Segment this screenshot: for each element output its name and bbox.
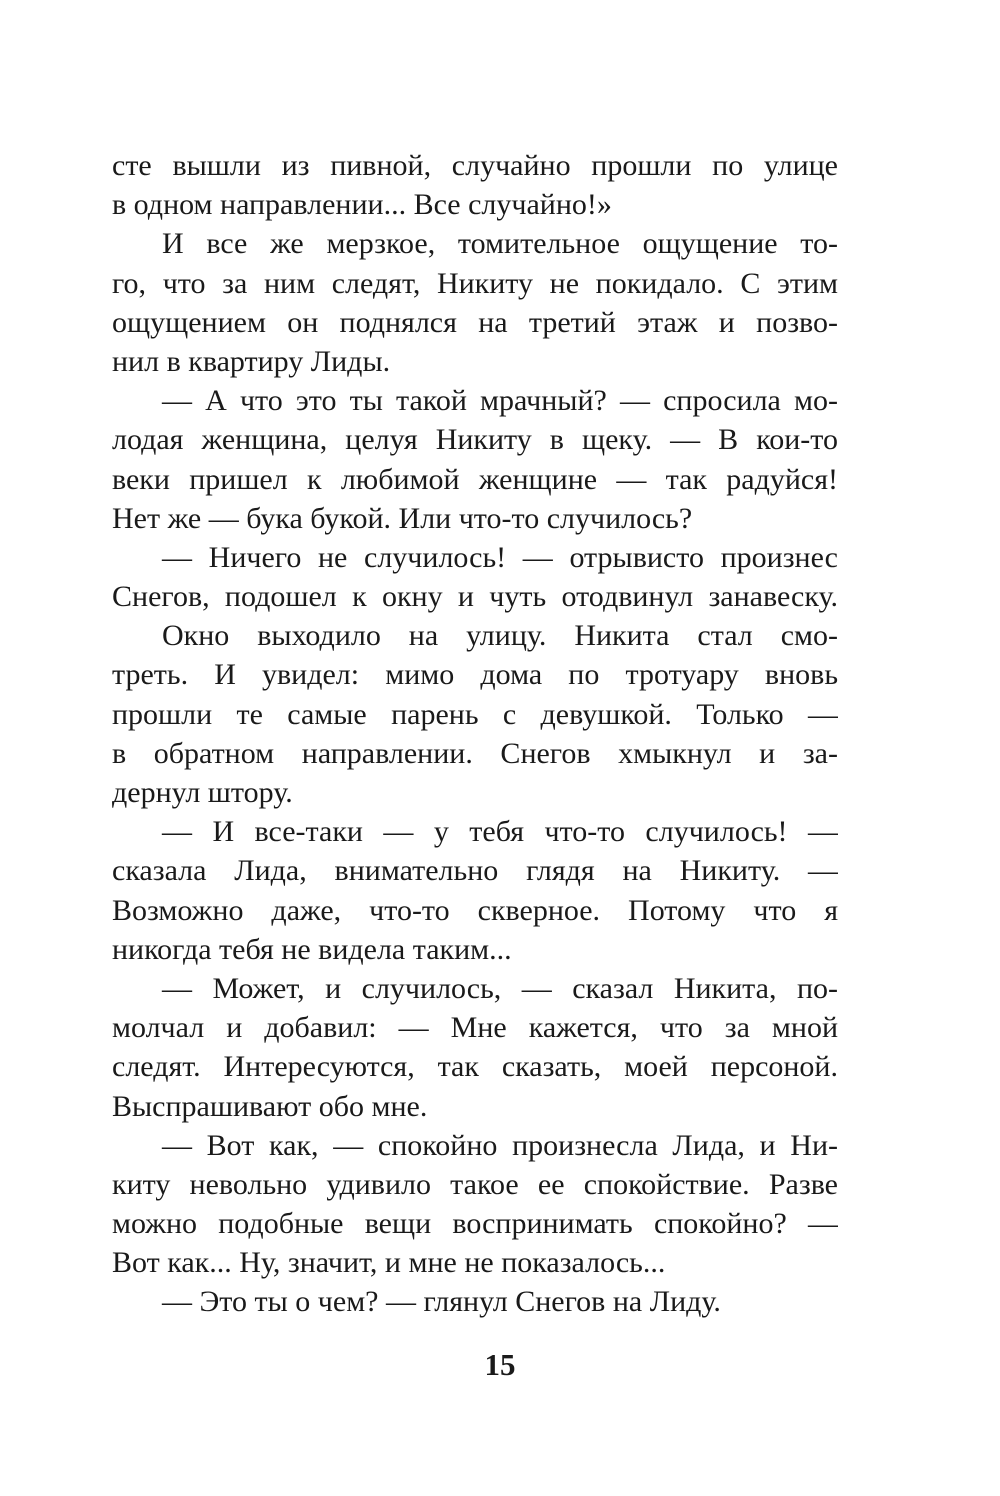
text-line: — И все-таки — у тебя что-то случилось! — [162, 815, 838, 849]
text-line: нил в квартиру Лиды. [112, 344, 391, 378]
text-line: дернул штору. [112, 776, 293, 809]
text-line: Возможно даже, что-то скверное. Потому что я [112, 893, 838, 927]
text-line: Окно выходило на улицу. Никита стал смо- [162, 619, 838, 653]
text-line: — Это ты о чем? — глянул Снегов на Лиду. [162, 1285, 721, 1319]
text-line: — Может, и случилось, — сказал Никита, по- [162, 971, 838, 1005]
text-line: сказала Лида, внимательно глядя на Никиту. — [112, 854, 838, 888]
text-line: — Ничего не случилось! — отрывисто произнес [162, 540, 838, 574]
text-line: никогда тебя не видела таким... [112, 932, 512, 966]
text-line: киту невольно удивило такое ее спокойствие. Разве [112, 1167, 838, 1201]
text-line: веки пришел к любимой женщине — так радуйся! [112, 462, 838, 496]
text-line: Снегов, подошел к окну и чуть отодвинул занавеску. [112, 580, 838, 614]
text-line: треть. И увидел: мимо дома по тротуару вновь [112, 658, 838, 692]
text-line: следят. Интересуются, так сказать, моей персоной. [112, 1050, 838, 1084]
text-line: Нет же — бука букой. Или что-то случилось? [112, 501, 693, 535]
text-line: можно подобные вещи воспринимать спокойно? — [112, 1207, 838, 1241]
text-line: И все же мерзкое, томительное ощущение то- [162, 227, 838, 261]
text-line: сте вышли из пивной, случайно прошли по улице [112, 149, 838, 182]
text-line: в обратном направлении. Снегов хмыкнул и за- [112, 736, 838, 770]
text-line: го, что за ним следят, Никиту не покидало. С этим [112, 266, 838, 300]
text-line: — Вот как, — спокойно произнесла Лида, и Ни- [162, 1128, 838, 1162]
text-line: Выспрашивают обо мне. [112, 1089, 428, 1123]
text-line: ощущением он поднялся на третий этаж и позво- [112, 305, 838, 339]
page-number: 15 [484, 1347, 516, 1382]
text-line: прошли те самые парень с девушкой. Только — [112, 697, 838, 731]
text-line: Вот как... Ну, значит, и мне не показалось... [112, 1246, 666, 1280]
page-text-block [112, 146, 838, 1322]
text-line: в одном направлении... Все случайно!» [112, 188, 612, 222]
text-line: лодая женщина, целуя Никиту в щеку. — В кои-то [112, 423, 838, 457]
text-line: молчал и добавил: — Мне кажется, что за мной [112, 1011, 838, 1045]
text-line: — А что это ты такой мрачный? — спросила мо- [162, 384, 838, 418]
